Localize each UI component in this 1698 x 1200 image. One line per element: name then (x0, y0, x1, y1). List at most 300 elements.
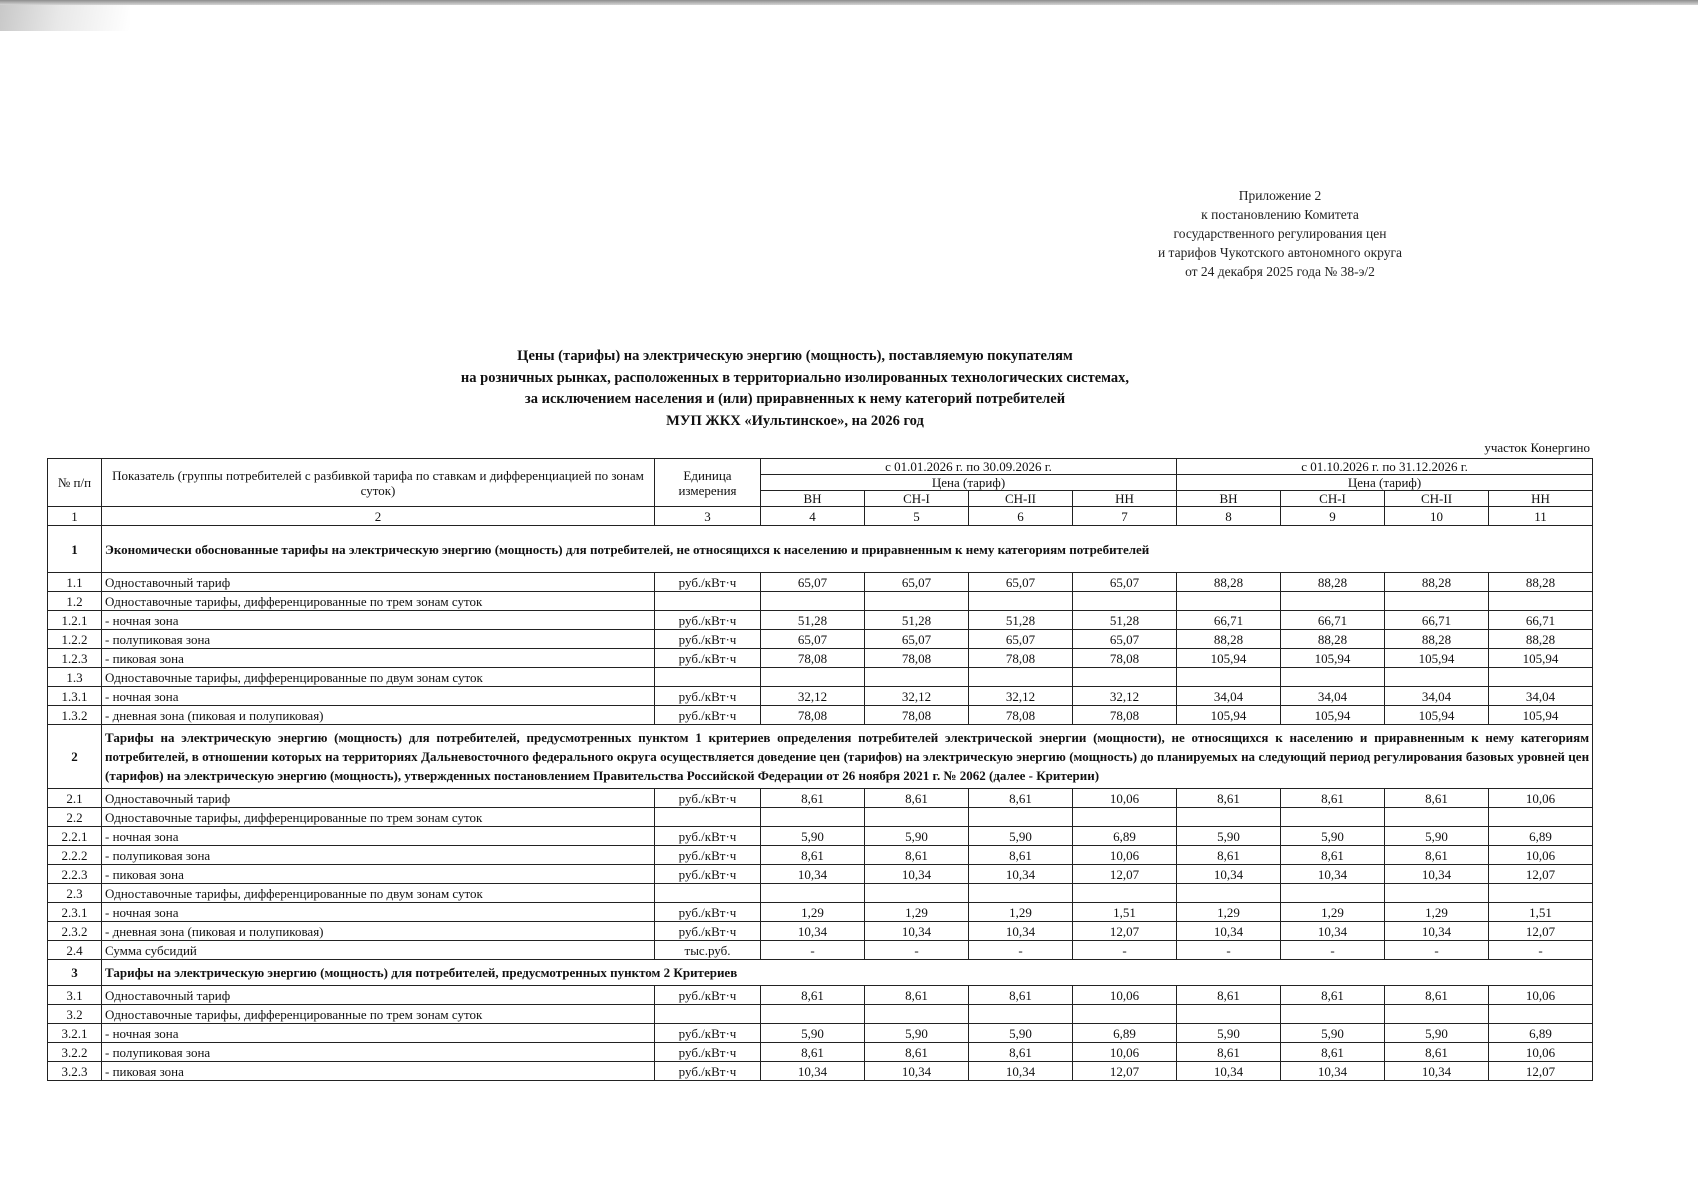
title-line: на розничных рынках, расположенных в территориально изолированных технологических системах, (460, 369, 1130, 386)
header-voltage: НН (1489, 491, 1593, 507)
tariff-value: 8,61 (1177, 846, 1281, 865)
table-row (48, 922, 1593, 941)
row-name: - дневная зона (пиковая и полупиковая) (102, 922, 655, 941)
tariff-value: 10,06 (1489, 789, 1593, 808)
document-title (0, 346, 1590, 432)
row-number: 2.3.2 (48, 922, 102, 941)
row-unit: руб./кВт·ч (655, 611, 761, 630)
tariff-value: - (1281, 941, 1385, 960)
tariff-value: 8,61 (865, 1043, 969, 1062)
row-number: 2.2 (48, 808, 102, 827)
tariff-value (865, 668, 969, 687)
tariff-value (1177, 808, 1281, 827)
tariff-value: 78,08 (969, 649, 1073, 668)
tariff-value: 10,34 (1281, 922, 1385, 941)
row-name: Одноставочный тариф (102, 789, 655, 808)
tariff-value (761, 808, 865, 827)
tariff-value: 8,61 (1177, 986, 1281, 1005)
row-unit: руб./кВт·ч (655, 922, 761, 941)
tariff-value: 32,12 (969, 687, 1073, 706)
tariff-value: 10,06 (1073, 789, 1177, 808)
tariff-value (1281, 668, 1385, 687)
tariff-value (969, 884, 1073, 903)
row-name: - пиковая зона (102, 1062, 655, 1081)
tariff-value: 66,71 (1281, 611, 1385, 630)
column-number: 4 (761, 507, 865, 526)
table-row (48, 789, 1593, 808)
tariff-value: 105,94 (1385, 649, 1489, 668)
column-number: 2 (102, 507, 655, 526)
row-unit: руб./кВт·ч (655, 706, 761, 725)
column-number: 10 (1385, 507, 1489, 526)
tariff-value: 66,71 (1177, 611, 1281, 630)
tariff-value: 10,34 (865, 922, 969, 941)
tariff-value: 5,90 (865, 1024, 969, 1043)
appendix-note (1090, 186, 1470, 281)
header-voltage: СН-II (1385, 491, 1489, 507)
tariff-value: 88,28 (1177, 573, 1281, 592)
tariff-value (1385, 668, 1489, 687)
tariff-value: 8,61 (761, 789, 865, 808)
row-number: 2.2.3 (48, 865, 102, 884)
tariff-value: 8,61 (865, 986, 969, 1005)
tariff-value: 10,06 (1073, 986, 1177, 1005)
tariff-value: 8,61 (969, 1043, 1073, 1062)
tariff-value: 12,07 (1489, 865, 1593, 884)
tariff-value: 78,08 (761, 649, 865, 668)
table-row (48, 865, 1593, 884)
tariff-value: 5,90 (761, 1024, 865, 1043)
tariff-value (1281, 808, 1385, 827)
tariff-value: - (761, 941, 865, 960)
section-number: 2 (48, 725, 102, 789)
row-name: - ночная зона (102, 903, 655, 922)
tariff-value: 105,94 (1177, 649, 1281, 668)
column-number: 8 (1177, 507, 1281, 526)
tariff-value (1177, 884, 1281, 903)
tariff-value (1073, 592, 1177, 611)
tariff-value (761, 884, 865, 903)
tariff-value: 6,89 (1073, 827, 1177, 846)
tariff-value: 10,34 (1385, 922, 1489, 941)
section-title: Тарифы на электрическую энергию (мощность) для потребителей, предусмотренных пунктом 2 Критериев (102, 960, 1593, 986)
tariff-value: 1,29 (865, 903, 969, 922)
tariff-value: 1,29 (1281, 903, 1385, 922)
tariff-value: - (969, 941, 1073, 960)
tariff-value: 12,07 (1073, 865, 1177, 884)
row-unit: руб./кВт·ч (655, 1043, 761, 1062)
row-number: 2.2.1 (48, 827, 102, 846)
tariff-value: 8,61 (969, 846, 1073, 865)
tariff-value: 65,07 (1073, 630, 1177, 649)
table-row (48, 1024, 1593, 1043)
row-name: Одноставочный тариф (102, 573, 655, 592)
header-price-label: Цена (тариф) (761, 475, 1177, 491)
table-row (48, 1005, 1593, 1024)
tariff-value: 51,28 (969, 611, 1073, 630)
section-title: Тарифы на электрическую энергию (мощность) для потребителей, предусмотренных пунктом 1 критериев определения потребителей электрической энергии (мощности), не относящихся к населению и приравненным к нему категориям потребителей, в отношении которых на территориях Дальневосточного федерального округа осуществляется доведение цен (тарифов) на электрическую энергию (мощность) до планируемых на следующий период регулирования базовых уровней цен (тарифов) на электрическую энергию (мощность), утвержденных постановлением Правительства Российской Федерации от 26 ноября 2021 г. № 2062 (далее - Критерии) (102, 725, 1593, 789)
tariff-value: 10,34 (1281, 1062, 1385, 1081)
tariff-value: 34,04 (1177, 687, 1281, 706)
row-name: Одноставочный тариф (102, 986, 655, 1005)
tariff-value (1073, 1005, 1177, 1024)
tariff-value: 105,94 (1281, 706, 1385, 725)
tariff-value: 32,12 (761, 687, 865, 706)
tariff-value: 88,28 (1489, 573, 1593, 592)
tariff-value (969, 1005, 1073, 1024)
row-name: - полупиковая зона (102, 1043, 655, 1062)
tariff-value: 34,04 (1385, 687, 1489, 706)
tariff-value: 10,34 (761, 922, 865, 941)
header-price-label: Цена (тариф) (1177, 475, 1593, 491)
tariff-value: 8,61 (1385, 789, 1489, 808)
tariff-value: 65,07 (969, 573, 1073, 592)
row-name: Сумма субсидий (102, 941, 655, 960)
tariff-value: 10,06 (1073, 1043, 1177, 1062)
tariff-value: 78,08 (969, 706, 1073, 725)
tariff-value: 6,89 (1073, 1024, 1177, 1043)
row-unit: руб./кВт·ч (655, 903, 761, 922)
header-period-1: с 01.01.2026 г. по 30.09.2026 г. (761, 459, 1177, 475)
tariff-value (969, 592, 1073, 611)
title-line: за исключением населения и (или) приравненных к нему категорий потребителей (524, 391, 1066, 407)
tariff-value: 1,29 (1385, 903, 1489, 922)
tariff-value (1489, 808, 1593, 827)
row-unit (655, 668, 761, 687)
row-number: 1.3.1 (48, 687, 102, 706)
tariff-value (1489, 592, 1593, 611)
tariff-value (1177, 668, 1281, 687)
tariff-value: 10,34 (1385, 865, 1489, 884)
appendix-line: государственного регулирования цен (1173, 226, 1387, 241)
tariff-value: 8,61 (1177, 789, 1281, 808)
row-name: - пиковая зона (102, 649, 655, 668)
row-unit: руб./кВт·ч (655, 573, 761, 592)
tariff-value (1073, 668, 1177, 687)
tariff-value: 88,28 (1281, 630, 1385, 649)
tariff-value: 105,94 (1489, 706, 1593, 725)
tariff-value: 5,90 (1385, 1024, 1489, 1043)
tariff-value: 32,12 (865, 687, 969, 706)
tariff-value: 10,06 (1489, 986, 1593, 1005)
table-body (48, 526, 1593, 1081)
tariff-value: 8,61 (1385, 846, 1489, 865)
row-unit: руб./кВт·ч (655, 846, 761, 865)
tariff-value: 8,61 (761, 846, 865, 865)
section-number: 1 (48, 526, 102, 573)
row-number: 1.1 (48, 573, 102, 592)
tariff-value (761, 1005, 865, 1024)
title-line: Цены (тарифы) на электрическую энергию (мощность), поставляемую покупателям (517, 348, 1073, 364)
tariff-value: 65,07 (865, 630, 969, 649)
tariff-value (1489, 668, 1593, 687)
row-number: 1.3 (48, 668, 102, 687)
row-number: 1.2 (48, 592, 102, 611)
table-row (48, 649, 1593, 668)
table-row (48, 827, 1593, 846)
tariff-value: 1,29 (761, 903, 865, 922)
header-voltage: СН-II (969, 491, 1073, 507)
table-row (48, 903, 1593, 922)
tariff-value: 32,12 (1073, 687, 1177, 706)
header-indicator: Показатель (группы потребителей с разбивкой тарифа по ставкам и дифференциацией по зонам суток) (102, 459, 655, 507)
tariff-value: 10,34 (1177, 922, 1281, 941)
tariff-value (865, 1005, 969, 1024)
header-period-2: с 01.10.2026 г. по 31.12.2026 г. (1177, 459, 1593, 475)
tariff-value: 105,94 (1177, 706, 1281, 725)
tariff-value (1073, 808, 1177, 827)
tariff-value (865, 884, 969, 903)
column-number: 3 (655, 507, 761, 526)
tariff-value (865, 592, 969, 611)
tariff-value: 12,07 (1489, 922, 1593, 941)
table-row (48, 592, 1593, 611)
tariff-value: 51,28 (761, 611, 865, 630)
row-unit: руб./кВт·ч (655, 827, 761, 846)
tariff-value: 8,61 (1281, 1043, 1385, 1062)
tariff-value: 51,28 (1073, 611, 1177, 630)
tariff-value: 5,90 (969, 827, 1073, 846)
header-voltage: ВН (1177, 491, 1281, 507)
table-row (48, 611, 1593, 630)
tariff-value (1489, 1005, 1593, 1024)
tariff-value: 66,71 (1385, 611, 1489, 630)
tariff-value: 5,90 (761, 827, 865, 846)
tariff-value: 10,34 (1281, 865, 1385, 884)
row-number: 1.2.1 (48, 611, 102, 630)
tariff-value (761, 668, 865, 687)
tariff-value (761, 592, 865, 611)
tariff-value: 105,94 (1281, 649, 1385, 668)
tariff-value: 8,61 (761, 1043, 865, 1062)
tariff-value: 5,90 (1281, 1024, 1385, 1043)
section-number: 3 (48, 960, 102, 986)
row-name: - ночная зона (102, 611, 655, 630)
tariff-value: 65,07 (969, 630, 1073, 649)
column-number: 6 (969, 507, 1073, 526)
tariff-value: - (1385, 941, 1489, 960)
row-number: 1.2.2 (48, 630, 102, 649)
tariff-value: 6,89 (1489, 827, 1593, 846)
tariff-value: 5,90 (865, 827, 969, 846)
row-name: Одноставочные тарифы, дифференцированные по трем зонам суток (102, 1005, 655, 1024)
table-row (48, 668, 1593, 687)
tariff-value: 88,28 (1177, 630, 1281, 649)
row-name: - ночная зона (102, 827, 655, 846)
tariff-value: 66,71 (1489, 611, 1593, 630)
tariff-value: 88,28 (1489, 630, 1593, 649)
scan-top-edge (0, 0, 1698, 5)
tariff-value: 8,61 (1281, 846, 1385, 865)
row-unit (655, 1005, 761, 1024)
row-number: 3.2.3 (48, 1062, 102, 1081)
tariff-value: 8,61 (1281, 986, 1385, 1005)
tariff-value: 5,90 (1177, 827, 1281, 846)
tariff-value: 5,90 (1281, 827, 1385, 846)
tariff-value: 65,07 (865, 573, 969, 592)
row-name: - ночная зона (102, 687, 655, 706)
appendix-line: к постановлению Комитета (1201, 207, 1359, 222)
row-unit: тыс.руб. (655, 941, 761, 960)
appendix-line: и тарифов Чукотского автономного округа (1157, 245, 1403, 260)
column-number: 5 (865, 507, 969, 526)
row-name: - полупиковая зона (102, 630, 655, 649)
tariff-value (1177, 1005, 1281, 1024)
tariff-value: 34,04 (1489, 687, 1593, 706)
tariff-value: 10,34 (969, 865, 1073, 884)
table-row (48, 986, 1593, 1005)
tariff-value (1489, 884, 1593, 903)
table-row (48, 1043, 1593, 1062)
table-row (48, 808, 1593, 827)
row-unit (655, 808, 761, 827)
tariff-value: 88,28 (1385, 573, 1489, 592)
row-name: - пиковая зона (102, 865, 655, 884)
row-number: 1.2.3 (48, 649, 102, 668)
row-unit: руб./кВт·ч (655, 687, 761, 706)
tariff-value: 1,51 (1489, 903, 1593, 922)
row-number: 3.2.2 (48, 1043, 102, 1062)
tariff-value: 8,61 (969, 986, 1073, 1005)
tariff-value: 10,34 (1177, 1062, 1281, 1081)
tariff-value (1385, 808, 1489, 827)
tariff-value: 8,61 (1385, 986, 1489, 1005)
tariff-value: 10,34 (969, 922, 1073, 941)
row-name: Одноставочные тарифы, дифференцированные по двум зонам суток (102, 668, 655, 687)
row-number: 2.2.2 (48, 846, 102, 865)
row-name: - дневная зона (пиковая и полупиковая) (102, 706, 655, 725)
header-voltage: ВН (761, 491, 865, 507)
column-number: 9 (1281, 507, 1385, 526)
scan-corner-artifact (0, 5, 130, 31)
table-row (48, 687, 1593, 706)
row-unit (655, 592, 761, 611)
row-name: - ночная зона (102, 1024, 655, 1043)
tariff-value: 34,04 (1281, 687, 1385, 706)
section-row (48, 526, 1593, 573)
tariff-value: 5,90 (1177, 1024, 1281, 1043)
tariff-value: 88,28 (1281, 573, 1385, 592)
tariff-value: 105,94 (1385, 706, 1489, 725)
header-voltage: НН (1073, 491, 1177, 507)
column-number: 1 (48, 507, 102, 526)
row-number: 2.1 (48, 789, 102, 808)
title-line: МУП ЖКХ «Иультинское», на 2026 год (666, 412, 924, 429)
tariff-value: 1,29 (1177, 903, 1281, 922)
tariff-value: 78,08 (761, 706, 865, 725)
table-row (48, 846, 1593, 865)
column-number: 7 (1073, 507, 1177, 526)
row-unit: руб./кВт·ч (655, 1024, 761, 1043)
tariff-value (1281, 1005, 1385, 1024)
tariff-value: 88,28 (1385, 630, 1489, 649)
row-number: 3.2.1 (48, 1024, 102, 1043)
row-unit (655, 884, 761, 903)
header-num: № п/п (48, 459, 102, 507)
tariff-value: 65,07 (1073, 573, 1177, 592)
tariff-value: 78,08 (865, 706, 969, 725)
tariff-value: 1,51 (1073, 903, 1177, 922)
tariff-value: 8,61 (1281, 789, 1385, 808)
tariff-value: - (1177, 941, 1281, 960)
tariff-value (1385, 884, 1489, 903)
tariff-value: 105,94 (1489, 649, 1593, 668)
tariff-value (1281, 592, 1385, 611)
tariff-value: 5,90 (1385, 827, 1489, 846)
row-name: - полупиковая зона (102, 846, 655, 865)
row-unit: руб./кВт·ч (655, 865, 761, 884)
tariff-value: 5,90 (969, 1024, 1073, 1043)
tariff-value: 12,07 (1073, 922, 1177, 941)
header-unit: Единица измерения (655, 459, 761, 507)
tariff-value (1177, 592, 1281, 611)
table-row (48, 884, 1593, 903)
tariff-value: 8,61 (761, 986, 865, 1005)
row-number: 1.3.2 (48, 706, 102, 725)
tariff-value (1385, 592, 1489, 611)
row-unit: руб./кВт·ч (655, 649, 761, 668)
row-unit: руб./кВт·ч (655, 789, 761, 808)
area-note: участок Конергино (1484, 440, 1590, 455)
tariff-value (969, 808, 1073, 827)
tariff-value: 8,61 (865, 846, 969, 865)
section-row (48, 725, 1593, 789)
appendix-line: от 24 декабря 2025 года № 38-э/2 (1185, 264, 1375, 279)
table-row (48, 573, 1593, 592)
row-unit: руб./кВт·ч (655, 630, 761, 649)
tariff-value: - (865, 941, 969, 960)
row-number: 2.3 (48, 884, 102, 903)
header-voltage: СН-I (1281, 491, 1385, 507)
tariff-value: 10,34 (865, 865, 969, 884)
section-row (48, 960, 1593, 986)
tariff-value: 10,34 (1177, 865, 1281, 884)
row-number: 3.2 (48, 1005, 102, 1024)
tariff-value: 10,06 (1073, 846, 1177, 865)
row-number: 2.4 (48, 941, 102, 960)
tariff-value: 65,07 (761, 573, 865, 592)
tariff-value: 1,29 (969, 903, 1073, 922)
table-row (48, 1062, 1593, 1081)
row-name: Одноставочные тарифы, дифференцированные по трем зонам суток (102, 808, 655, 827)
tariff-value: 12,07 (1489, 1062, 1593, 1081)
appendix-line: Приложение 2 (1238, 188, 1322, 203)
tariff-value: 78,08 (1073, 706, 1177, 725)
tariff-value (1281, 884, 1385, 903)
tariff-value: 65,07 (761, 630, 865, 649)
table-row (48, 941, 1593, 960)
tariff-value: 78,08 (1073, 649, 1177, 668)
tariff-value (969, 668, 1073, 687)
tariff-value: 8,61 (969, 789, 1073, 808)
column-number: 11 (1489, 507, 1593, 526)
section-title: Экономически обоснованные тарифы на электрическую энергию (мощность) для потребителей, не относящихся к населению и приравненным к нему категориям потребителей (102, 526, 1593, 573)
tariff-value: 78,08 (865, 649, 969, 668)
table-row (48, 630, 1593, 649)
tariff-value: 6,89 (1489, 1024, 1593, 1043)
tariff-value: 8,61 (1177, 1043, 1281, 1062)
row-unit: руб./кВт·ч (655, 1062, 761, 1081)
tariff-value: - (1489, 941, 1593, 960)
tariff-value: 10,34 (761, 1062, 865, 1081)
tariff-value: 8,61 (865, 789, 969, 808)
tariff-value: 12,07 (1073, 1062, 1177, 1081)
tariff-value: 10,34 (969, 1062, 1073, 1081)
tariff-value (1073, 884, 1177, 903)
tariff-value: - (1073, 941, 1177, 960)
row-name: Одноставочные тарифы, дифференцированные по двум зонам суток (102, 884, 655, 903)
header-voltage: СН-I (865, 491, 969, 507)
